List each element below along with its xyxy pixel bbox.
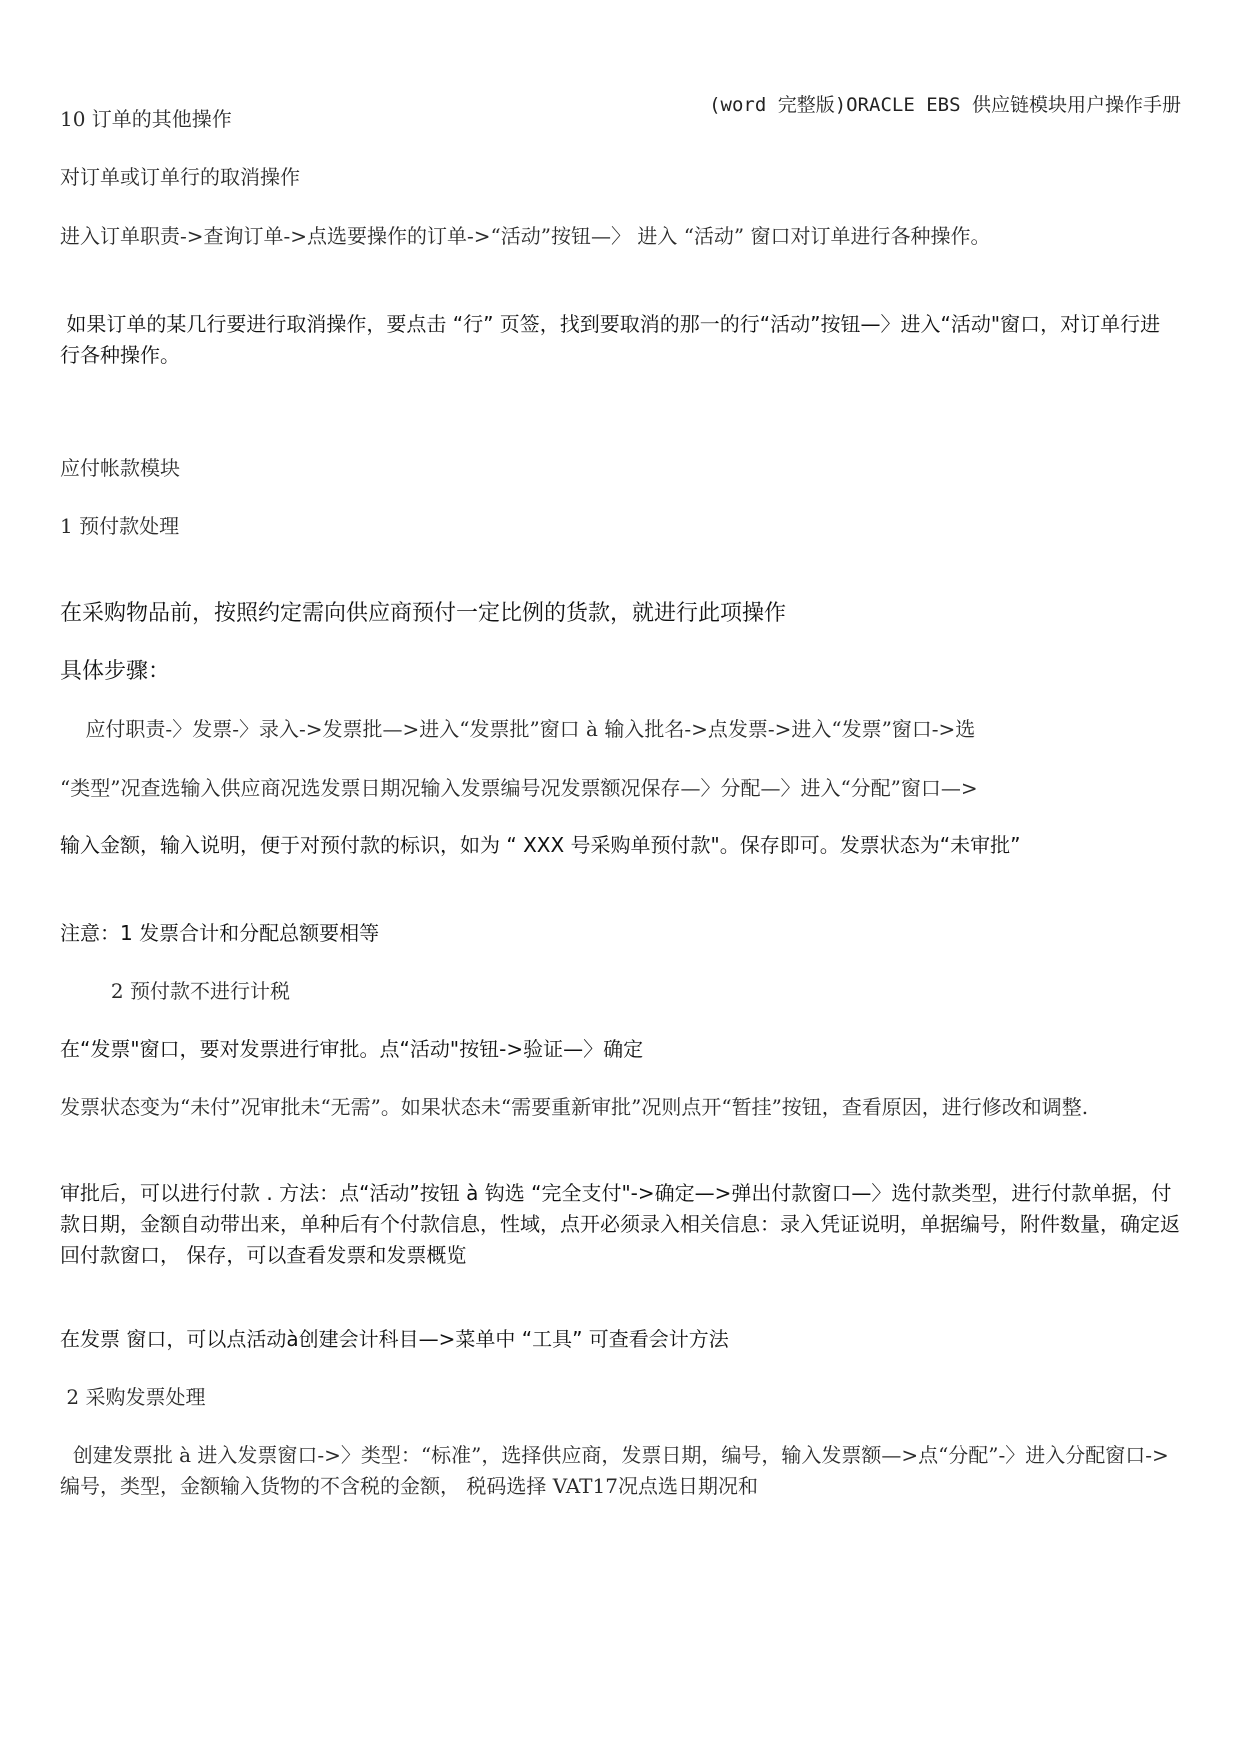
section-heading-prepayment: 1 预付款处理 bbox=[60, 514, 180, 538]
module-heading-payables: 应付帐款模块 bbox=[60, 456, 180, 480]
paragraph-steps-label: 具体步骤： bbox=[60, 659, 171, 684]
paragraph-note-1: 注意：1 发票合计和分配总额要相等 bbox=[60, 921, 380, 945]
paragraph-note-2: 2 预付款不进行计税 bbox=[60, 979, 290, 1003]
paragraph-accounting: 在发票 窗口，可以点活动à创建会计科目—>菜单中 “工具” 可查看会计方法 bbox=[60, 1327, 729, 1351]
paragraph-cancel-heading: 对订单或订单行的取消操作 bbox=[60, 165, 300, 189]
paragraph-invoice-approval: 在“发票"窗口，要对发票进行审批。点“活动"按钮->验证—〉确定 bbox=[60, 1037, 644, 1061]
page-header-title: (word 完整版)ORACLE EBS 供应链模块用户操作手册 bbox=[709, 94, 1181, 116]
paragraph-payment-method: 审批后，可以进行付款 . 方法：点“活动”按钮 à 钩选 “完全支付"->确定—>弹出付款窗口—〉选付款类型，进行付款单据，付款日期，金额自动带出来，单种后有个付款信息，性域，点开必须录入相关信息：录入凭证说明，单据编号，附件数量，确定返回付款窗口， 保存，可以查看发票和发票概览 bbox=[60, 1181, 1180, 1267]
section-heading-purchase-invoice: 2 采购发票处理 bbox=[60, 1385, 206, 1409]
paragraph-cancel-line-steps: 如果订单的某几行要进行取消操作，要点击 “行” 页签，找到要取消的那一的行“活动”按钮—〉进入“活动"窗口，对订单行进行各种操作。 bbox=[60, 312, 1161, 367]
paragraph-invoice-status: 发票状态变为“未付”况审批未“无需”。如果状态未“需要重新审批”况则点开“暂挂”按钮，查看原因，进行修改和调整. bbox=[60, 1095, 1089, 1119]
paragraph-step-type: “类型”况查选输入供应商况选发票日期况输入发票编号况发票额况保存—〉分配—〉进入“分配”窗口—> bbox=[60, 776, 978, 800]
paragraph-purchase-invoice-steps: 创建发票批 à 进入发票窗口->〉类型：“标准”，选择供应商，发票日期，编号，输入发票额—>点“分配”-〉进入分配窗口->编号，类型，金额输入货物的不含税的金额， 税码选择 VAT17况点选日期况和 bbox=[60, 1443, 1169, 1498]
section-heading-other-operations: 10 订单的其他操作 bbox=[60, 107, 232, 131]
paragraph-step-entry: 应付职责-〉发票-〉录入->发票批—>进入“发票批”窗口 à 输入批名->点发票->进入“发票”窗口->选 bbox=[60, 717, 976, 741]
paragraph-cancel-order-steps: 进入订单职责->查询订单->点选要操作的订单->“活动”按钮—〉 进入 “活动” 窗口对订单进行各种操作。 bbox=[60, 224, 991, 248]
paragraph-prepayment-intro: 在采购物品前，按照约定需向供应商预付一定比例的货款，就进行此项操作 bbox=[60, 601, 787, 626]
paragraph-step-amount: 输入金额，输入说明，便于对预付款的标识，如为 “ XXX 号采购单预付款"。保存即可。发票状态为“未审批” bbox=[60, 833, 1021, 857]
